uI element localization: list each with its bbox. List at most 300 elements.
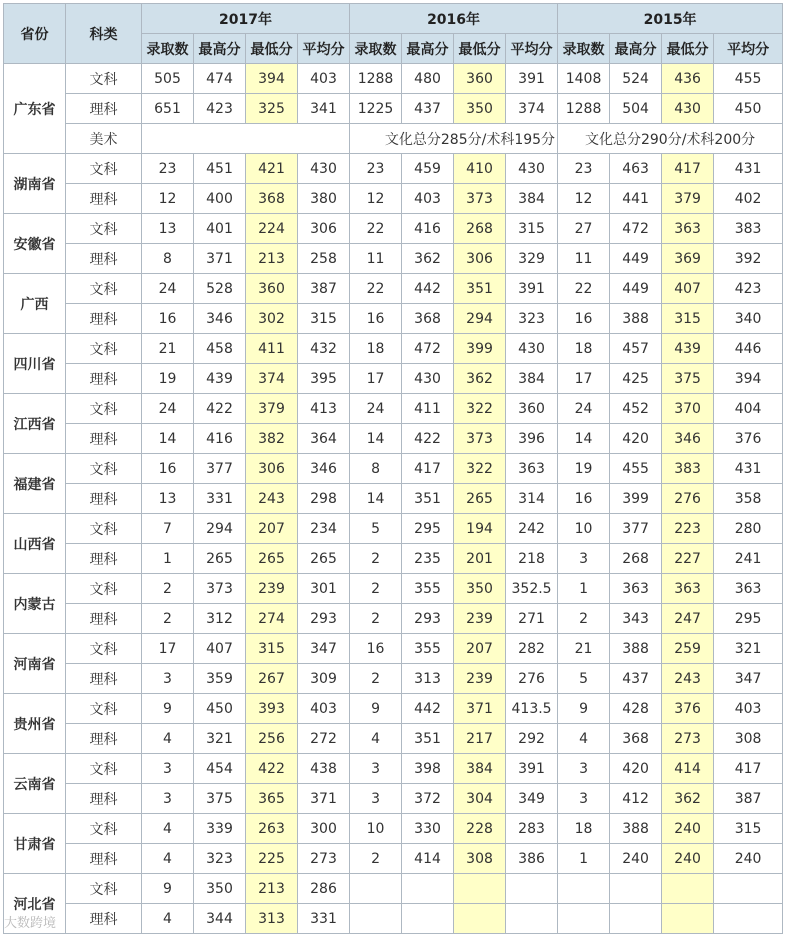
score-cell: 413 [298,394,350,424]
header-row-years [4,4,783,34]
score-cell: 362 [402,244,454,274]
score-cell: 207 [454,634,506,664]
score-cell: 234 [298,514,350,544]
score-cell: 14 [350,424,402,454]
score-cell: 430 [662,94,714,124]
province-cell: 安徽省 [4,214,66,274]
score-cell: 411 [246,334,298,364]
score-cell: 325 [246,94,298,124]
table-body [4,64,783,934]
score-cell: 14 [142,424,194,454]
score-cell: 1408 [558,64,610,94]
category-cell: 理科 [66,244,142,274]
category-cell: 理科 [66,784,142,814]
province-cell: 甘肃省 [4,814,66,874]
score-cell: 19 [142,364,194,394]
score-cell: 293 [298,604,350,634]
score-cell: 263 [246,814,298,844]
score-cell: 315 [298,304,350,334]
score-cell: 14 [350,484,402,514]
province-cell: 河北省 [4,874,66,934]
header-subcol: 最低分 [246,34,298,64]
score-cell: 339 [194,814,246,844]
header-subcol: 录取数 [142,34,194,64]
score-cell [454,874,506,904]
score-cell: 12 [558,184,610,214]
score-cell: 452 [610,394,662,424]
province-cell: 内蒙古 [4,574,66,634]
score-cell: 422 [246,754,298,784]
score-cell: 3 [558,544,610,574]
score-cell: 239 [246,574,298,604]
score-cell: 304 [454,784,506,814]
category-cell: 文科 [66,394,142,424]
header-subcol: 平均分 [714,34,783,64]
score-cell: 369 [662,244,714,274]
score-cell: 213 [246,874,298,904]
score-cell: 306 [246,454,298,484]
score-cell: 437 [610,664,662,694]
score-cell: 398 [402,754,454,784]
score-cell: 265 [454,484,506,514]
score-cell: 349 [506,784,558,814]
score-cell: 382 [246,424,298,454]
score-cell: 23 [142,154,194,184]
score-cell: 8 [142,244,194,274]
score-cell: 431 [714,454,783,484]
category-cell: 理科 [66,724,142,754]
score-cell: 4 [350,724,402,754]
score-cell: 412 [610,784,662,814]
score-cell: 399 [610,484,662,514]
score-cell: 322 [454,394,506,424]
score-cell: 422 [402,424,454,454]
score-cell: 416 [402,214,454,244]
score-cell: 12 [350,184,402,214]
score-cell: 439 [662,334,714,364]
score-cell: 330 [402,814,454,844]
score-cell: 410 [454,154,506,184]
score-cell [402,904,454,934]
table-row [4,154,783,184]
score-cell: 368 [402,304,454,334]
category-cell: 理科 [66,94,142,124]
art-note-2017 [142,124,350,154]
score-cell: 403 [298,694,350,724]
score-cell: 329 [506,244,558,274]
score-cell: 352.5 [506,574,558,604]
table-row [4,754,783,784]
score-cell: 273 [298,844,350,874]
score-cell: 268 [454,214,506,244]
score-cell: 16 [558,304,610,334]
score-cell: 18 [350,334,402,364]
category-cell: 理科 [66,184,142,214]
score-cell: 528 [194,274,246,304]
score-cell: 362 [454,364,506,394]
category-cell: 理科 [66,484,142,514]
score-cell: 463 [610,154,662,184]
score-cell: 368 [246,184,298,214]
score-cell: 368 [610,724,662,754]
score-cell: 403 [402,184,454,214]
score-cell: 17 [558,364,610,394]
score-cell [402,874,454,904]
score-cell: 300 [298,814,350,844]
score-cell: 4 [558,724,610,754]
score-cell: 399 [454,334,506,364]
province-cell: 四川省 [4,334,66,394]
score-cell: 283 [506,814,558,844]
score-cell: 387 [298,274,350,304]
art-note-2016: 文化总分285分/术科195分 [350,124,558,154]
score-cell: 268 [610,544,662,574]
score-cell: 393 [246,694,298,724]
score-cell: 388 [610,814,662,844]
score-cell: 431 [714,154,783,184]
score-cell: 27 [558,214,610,244]
table-row [4,424,783,454]
score-cell: 383 [662,454,714,484]
score-cell: 228 [454,814,506,844]
table-row [4,184,783,214]
score-cell: 315 [246,634,298,664]
score-cell: 2 [142,574,194,604]
score-cell: 358 [714,484,783,514]
score-cell: 16 [142,454,194,484]
header-year-2016: 2016年 [350,4,558,34]
score-cell: 383 [714,214,783,244]
score-cell: 213 [246,244,298,274]
table-row [4,904,783,934]
score-cell: 331 [194,484,246,514]
score-cell: 454 [194,754,246,784]
score-cell: 360 [246,274,298,304]
score-cell: 24 [558,394,610,424]
header-category: 科类 [66,4,142,64]
score-cell: 3 [350,784,402,814]
score-cell [558,904,610,934]
score-cell: 413.5 [506,694,558,724]
score-cell: 343 [610,604,662,634]
score-cell: 2 [350,574,402,604]
table-row [4,364,783,394]
watermark: 大数跨境 [4,916,57,931]
score-cell: 346 [662,424,714,454]
score-cell: 340 [714,304,783,334]
table-row [4,454,783,484]
score-cell: 16 [350,304,402,334]
score-cell: 425 [610,364,662,394]
score-cell: 306 [298,214,350,244]
score-cell: 380 [298,184,350,214]
score-cell: 379 [662,184,714,214]
score-cell: 194 [454,514,506,544]
score-cell: 308 [714,724,783,754]
score-cell [610,874,662,904]
score-cell: 9 [350,694,402,724]
score-cell: 286 [298,874,350,904]
category-cell: 文科 [66,274,142,304]
score-cell [506,874,558,904]
score-cell: 400 [194,184,246,214]
score-cell: 350 [194,874,246,904]
score-cell: 351 [402,484,454,514]
score-cell: 417 [402,454,454,484]
score-cell: 18 [558,814,610,844]
header-year-2015: 2015年 [558,4,783,34]
score-cell: 11 [558,244,610,274]
score-cell: 442 [402,694,454,724]
category-cell: 美术 [66,124,142,154]
score-cell: 309 [298,664,350,694]
score-cell: 441 [610,184,662,214]
score-cell: 17 [350,364,402,394]
score-cell: 344 [194,904,246,934]
score-cell: 373 [194,574,246,604]
category-cell: 文科 [66,64,142,94]
header-province: 省份 [4,4,66,64]
score-cell: 407 [194,634,246,664]
score-cell: 355 [402,574,454,604]
score-cell: 341 [298,94,350,124]
score-cell [558,874,610,904]
score-cell: 472 [610,214,662,244]
score-cell: 458 [194,334,246,364]
score-cell [714,904,783,934]
score-cell: 240 [610,844,662,874]
score-cell: 363 [662,574,714,604]
score-cell: 449 [610,274,662,304]
score-cell: 432 [298,334,350,364]
score-cell: 376 [714,424,783,454]
score-cell: 239 [454,664,506,694]
score-cell: 396 [506,424,558,454]
score-cell: 293 [402,604,454,634]
score-cell: 274 [246,604,298,634]
score-cell: 379 [246,394,298,424]
score-cell: 16 [350,634,402,664]
score-cell: 302 [246,304,298,334]
category-cell: 文科 [66,874,142,904]
score-cell: 351 [454,274,506,304]
table-row [4,664,783,694]
header-year-2017: 2017年 [142,4,350,34]
score-cell: 223 [662,514,714,544]
table-row [4,514,783,544]
header-subcol: 平均分 [298,34,350,64]
score-cell: 256 [246,724,298,754]
table-row [4,814,783,844]
score-cell: 259 [662,634,714,664]
art-note-2015: 文化总分290分/术科200分 [558,124,783,154]
score-cell: 524 [610,64,662,94]
score-cell: 295 [402,514,454,544]
category-cell: 理科 [66,544,142,574]
score-cell: 371 [454,694,506,724]
score-cell: 331 [298,904,350,934]
score-cell: 384 [506,364,558,394]
score-cell: 422 [194,394,246,424]
score-cell: 201 [454,544,506,574]
score-cell: 240 [662,844,714,874]
score-cell [350,874,402,904]
score-cell: 414 [402,844,454,874]
score-cell [454,904,506,934]
score-cell: 8 [350,454,402,484]
score-cell: 1225 [350,94,402,124]
admission-scores-table [3,3,783,934]
province-cell: 云南省 [4,754,66,814]
score-cell: 292 [506,724,558,754]
score-cell: 9 [142,874,194,904]
table-row [4,64,783,94]
score-cell: 17 [142,634,194,664]
score-cell: 402 [714,184,783,214]
score-cell: 267 [246,664,298,694]
score-cell: 373 [454,184,506,214]
score-cell: 24 [142,274,194,304]
score-cell: 11 [350,244,402,274]
table-row [4,334,783,364]
score-cell: 265 [194,544,246,574]
score-cell: 372 [402,784,454,814]
score-cell: 1 [558,574,610,604]
score-cell: 312 [194,604,246,634]
province-cell: 贵州省 [4,694,66,754]
score-cell: 313 [246,904,298,934]
score-cell: 323 [194,844,246,874]
score-cell: 362 [662,784,714,814]
score-cell: 375 [194,784,246,814]
score-cell: 3 [142,784,194,814]
table-row [4,214,783,244]
score-cell: 360 [454,64,506,94]
score-cell: 437 [402,94,454,124]
score-cell: 276 [662,484,714,514]
score-cell: 365 [246,784,298,814]
score-cell: 374 [506,94,558,124]
score-cell: 404 [714,394,783,424]
score-cell: 371 [298,784,350,814]
score-cell: 417 [662,154,714,184]
table-row [4,574,783,604]
header-subcol: 最高分 [194,34,246,64]
score-cell: 3 [558,754,610,784]
score-cell: 350 [454,574,506,604]
score-cell: 347 [714,664,783,694]
score-cell: 414 [662,754,714,784]
score-cell: 386 [506,844,558,874]
score-cell: 16 [558,484,610,514]
score-cell: 315 [506,214,558,244]
table-row [4,394,783,424]
score-cell: 411 [402,394,454,424]
category-cell: 理科 [66,304,142,334]
score-cell: 363 [610,574,662,604]
category-cell: 文科 [66,694,142,724]
score-cell: 273 [662,724,714,754]
score-cell: 430 [506,334,558,364]
category-cell: 理科 [66,844,142,874]
score-cell: 224 [246,214,298,244]
score-cell: 225 [246,844,298,874]
score-cell: 474 [194,64,246,94]
score-cell: 430 [402,364,454,394]
score-cell: 207 [246,514,298,544]
score-cell: 272 [298,724,350,754]
category-cell: 理科 [66,364,142,394]
score-cell [506,904,558,934]
score-cell: 387 [714,784,783,814]
score-cell: 24 [142,394,194,424]
score-cell: 377 [610,514,662,544]
score-cell [662,904,714,934]
category-cell: 理科 [66,664,142,694]
score-cell: 7 [142,514,194,544]
score-cell: 241 [714,544,783,574]
score-cell: 16 [142,304,194,334]
score-cell: 321 [714,634,783,664]
header-subcol: 最低分 [454,34,506,64]
score-cell: 428 [610,694,662,724]
province-cell: 河南省 [4,634,66,694]
score-cell: 430 [298,154,350,184]
score-cell: 346 [298,454,350,484]
score-cell: 450 [194,694,246,724]
score-cell: 276 [506,664,558,694]
score-cell: 651 [142,94,194,124]
score-cell: 23 [350,154,402,184]
score-cell: 407 [662,274,714,304]
score-cell: 371 [194,244,246,274]
table-row [4,694,783,724]
province-cell: 江西省 [4,394,66,454]
score-cell: 265 [298,544,350,574]
score-cell: 315 [662,304,714,334]
header-subcol: 录取数 [558,34,610,64]
score-cell: 395 [298,364,350,394]
category-cell: 文科 [66,514,142,544]
table-row [4,94,783,124]
table-row [4,784,783,814]
score-cell: 271 [506,604,558,634]
category-cell: 文科 [66,634,142,664]
score-cell: 505 [142,64,194,94]
table-row [4,124,783,154]
score-cell: 24 [350,394,402,424]
score-cell: 243 [246,484,298,514]
score-cell: 239 [454,604,506,634]
score-cell [714,874,783,904]
score-cell: 294 [194,514,246,544]
score-cell: 384 [506,184,558,214]
score-cell [350,904,402,934]
score-cell: 3 [142,754,194,784]
score-cell: 391 [506,64,558,94]
category-cell: 文科 [66,814,142,844]
table-row [4,244,783,274]
score-cell: 265 [246,544,298,574]
score-cell: 227 [662,544,714,574]
score-cell: 351 [402,724,454,754]
score-cell: 423 [714,274,783,304]
score-cell: 450 [714,94,783,124]
score-cell: 323 [506,304,558,334]
score-cell: 13 [142,484,194,514]
score-cell: 394 [246,64,298,94]
score-cell: 350 [454,94,506,124]
